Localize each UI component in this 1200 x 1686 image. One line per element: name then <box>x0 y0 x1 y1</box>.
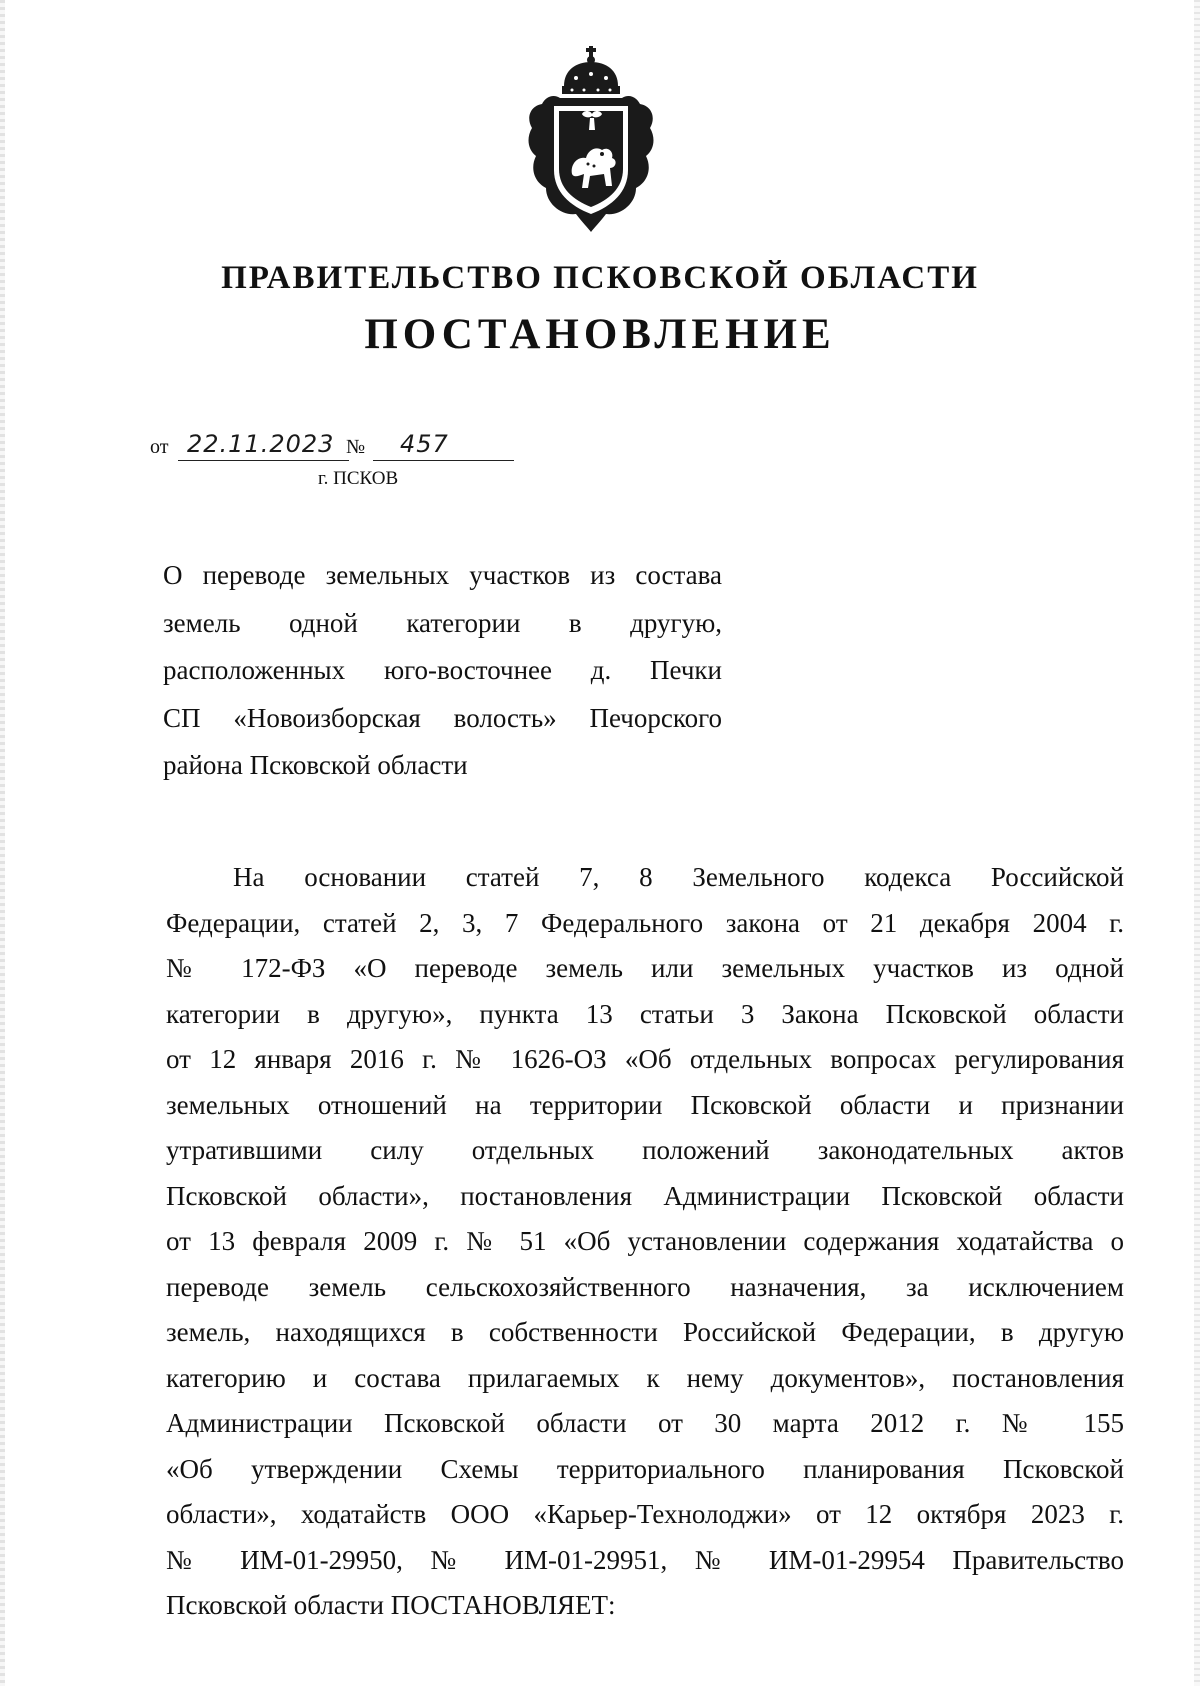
document-body <box>166 855 1124 1629</box>
body-line: категории в другую», пункта 13 статьи 3 Закона Псковской области <box>166 998 1124 1029</box>
government-title: ПРАВИТЕЛЬСТВО ПСКОВСКОЙ ОБЛАСТИ <box>221 260 979 296</box>
body-line: Администрации Псковской области от 30 марта 2012 г. № 155 <box>166 1408 1124 1438</box>
subject-line: расположенных юго-восточнее д. Печки <box>163 655 722 685</box>
document-subject <box>163 552 722 790</box>
subject-line: района Псковской области <box>163 750 468 780</box>
subject-line: О переводе земельных участков из состава <box>163 560 722 590</box>
body-line: области», ходатайств ООО «Карьер-Технолоджи» от 12 октября 2023 г. <box>166 1499 1124 1529</box>
scan-edge-right <box>1194 0 1200 1686</box>
body-line: № ИМ-01-29950, № ИМ-01-29951, № ИМ-01-29954 Правительство <box>166 1544 1124 1575</box>
subject-line: земель одной категории в другую, <box>163 607 722 638</box>
date-prefix: от <box>150 436 169 458</box>
body-line: от 12 января 2016 г. № 1626-ОЗ «Об отдельных вопросах регулирования <box>166 1044 1124 1074</box>
body-line: категорию и состава прилагаемых к нему документов», постановления <box>166 1362 1124 1393</box>
city-label: г. ПСКОВ <box>318 468 399 489</box>
body-line: утратившими силу отдельных положений законодательных актов <box>166 1135 1124 1165</box>
body-line: № 172-ФЗ «О переводе земель или земельных участков из одной <box>166 953 1124 983</box>
body-line: переводе земель сельскохозяйственного назначения, за исключением <box>166 1271 1124 1302</box>
body-line: Псковской области ПОСТАНОВЛЯЕТ: <box>166 1590 616 1620</box>
body-line: «Об утверждении Схемы территориального планирования Псковской <box>166 1453 1124 1484</box>
body-line: На основании статей 7, 8 Земельного кодекса Российской <box>233 862 1124 892</box>
coat-of-arms-icon <box>524 46 658 232</box>
subject-line: СП «Новоизборская волость» Печорского <box>163 702 722 733</box>
handwritten-date: 22.11.2023 <box>187 430 335 458</box>
body-line: земельных отношений на территории Псковской области и признании <box>166 1089 1124 1120</box>
handwritten-number: 457 <box>400 430 449 458</box>
body-line: от 13 февраля 2009 г. № 51 «Об установлении содержания ходатайства о <box>166 1226 1124 1256</box>
date-underline <box>178 460 349 461</box>
scan-edge-left <box>0 0 5 1686</box>
number-underline <box>373 460 514 461</box>
document-type: ПОСТАНОВЛЕНИЕ <box>364 311 836 358</box>
number-sign: № <box>346 436 366 458</box>
date-number-line <box>150 430 530 470</box>
body-line: земель, находящихся в собственности Российской Федерации, в другую <box>166 1317 1124 1347</box>
body-line: Федерации, статей 2, 3, 7 Федерального закона от 21 декабря 2004 г. <box>166 907 1124 938</box>
body-line: Псковской области», постановления Администрации Псковской области <box>166 1180 1124 1211</box>
